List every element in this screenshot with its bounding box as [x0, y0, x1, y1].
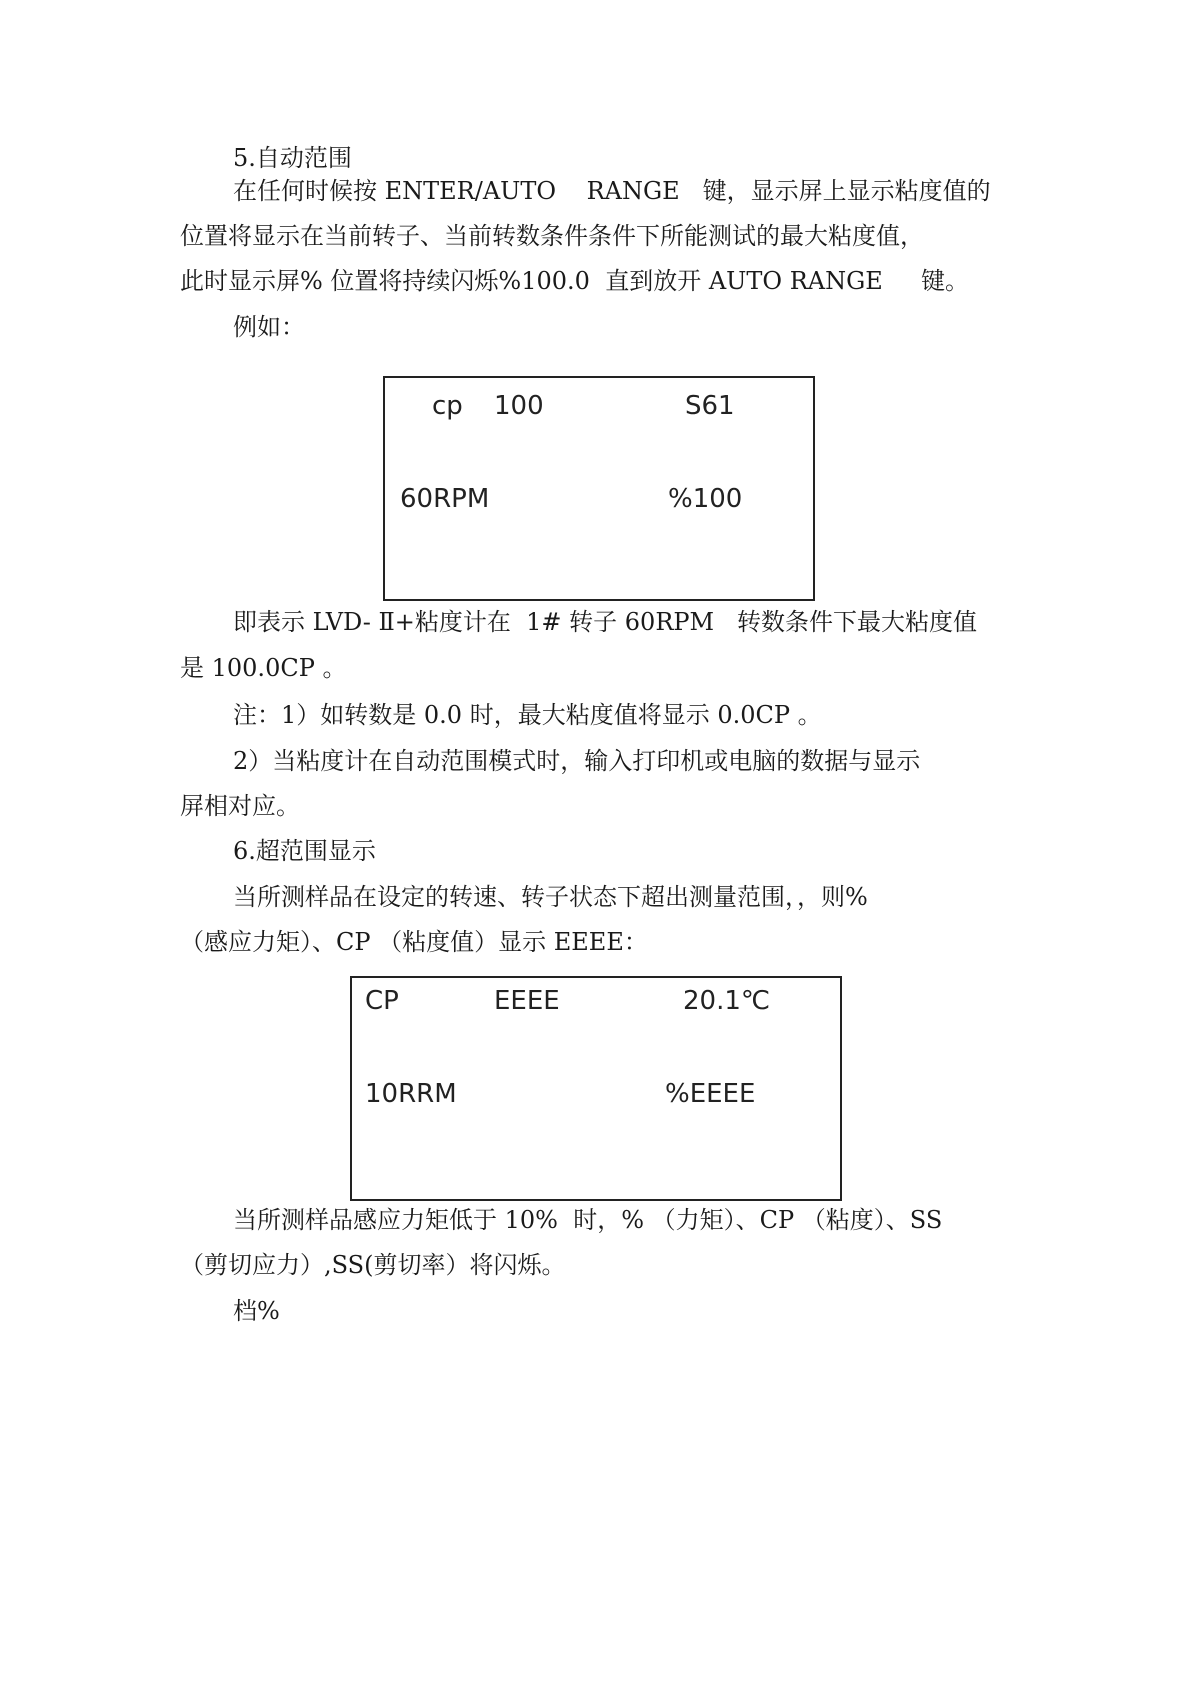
paragraph-line: 当所测样品感应力矩低于 10% 时，% （力矩）、CP （粘度）、SS: [233, 1206, 943, 1234]
note-1: 注：1）如转数是 0.0 时，最大粘度值将显示 0.0CP 。: [233, 701, 822, 729]
paragraph-line: 即表示 LVD- Ⅱ+粘度计在 1# 转子 60RPM 转数条件下最大粘度值: [233, 608, 978, 636]
note-2-continued: 屏相对应。: [180, 792, 300, 820]
lcd-temperature: 20.1℃: [683, 986, 771, 1016]
lcd-spindle: S61: [685, 391, 735, 421]
paragraph-line: （感应力矩）、CP （粘度值）显示 EEEE：: [180, 928, 648, 956]
lcd-display-overrange: [350, 976, 842, 1201]
section-5-heading: 5.自动范围: [233, 144, 352, 172]
paragraph-line: 此时显示屏% 位置将持续闪烁%100.0 直到放开 AUTO RANGE 键。: [180, 267, 969, 295]
lcd-viscosity-value: EEEE: [494, 986, 560, 1016]
note-2: 2）当粘度计在自动范围模式时，输入打印机或电脑的数据与显示: [233, 747, 921, 775]
lcd-percent: %100: [668, 484, 743, 514]
trailing-text: 档%: [233, 1297, 280, 1325]
example-label: 例如：: [233, 313, 305, 341]
lcd-speed: 10RRM: [365, 1079, 457, 1109]
lcd-unit: cp: [432, 391, 463, 421]
lcd-unit: CP: [365, 986, 399, 1016]
lcd-percent: %EEEE: [665, 1079, 756, 1109]
lcd-speed: 60RPM: [400, 484, 490, 514]
paragraph-line: 位置将显示在当前转子、当前转数条件条件下所能测试的最大粘度值，: [180, 222, 924, 250]
paragraph-line: （剪切应力）,SS(剪切率）将闪烁。: [180, 1251, 566, 1279]
paragraph-line: 在任何时候按 ENTER/AUTO RANGE 键，显示屏上显示粘度值的: [233, 177, 991, 205]
lcd-display-example: [383, 376, 815, 601]
paragraph-line: 当所测样品在设定的转速、转子状态下超出测量范围，，则%: [233, 883, 868, 911]
lcd-viscosity-value: 100: [494, 391, 544, 421]
paragraph-line: 是 100.0CP 。: [180, 654, 347, 682]
section-6-heading: 6.超范围显示: [233, 837, 376, 865]
